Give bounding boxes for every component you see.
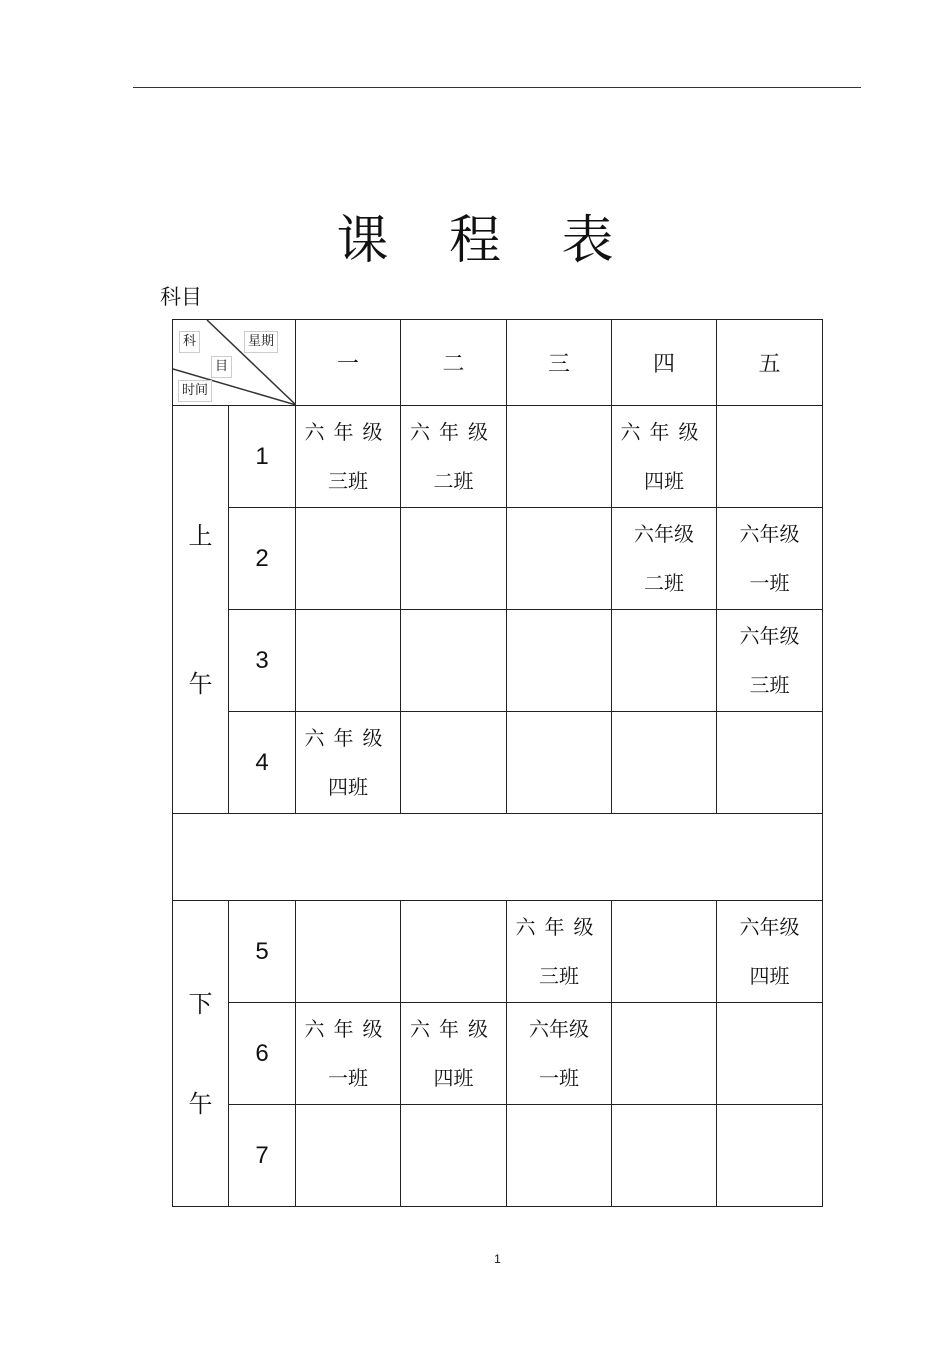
table-row (173, 1105, 823, 1207)
day-header-2: 二 (401, 320, 507, 406)
day-header-4: 四 (612, 320, 717, 406)
session-morning (173, 406, 229, 814)
class-cell (507, 406, 612, 508)
period-label: 6 (229, 1003, 296, 1105)
class-cell: 六年级 三班 (717, 610, 823, 712)
corner-subject-mid: 目 (211, 356, 232, 378)
corner-cell (173, 320, 296, 406)
class-cell (717, 712, 823, 814)
corner-week: 星期 (244, 331, 278, 353)
period-label: 3 (229, 610, 296, 712)
class-cell: 六年级 三班 (507, 901, 612, 1003)
schedule-table (172, 319, 823, 1207)
class-cell (717, 1105, 823, 1207)
class-cell (296, 508, 401, 610)
class-cell (401, 508, 507, 610)
class-cell (401, 901, 507, 1003)
class-cell (507, 508, 612, 610)
class-cell (717, 1003, 823, 1105)
class-cell: 六年级 一班 (717, 508, 823, 610)
class-cell: 六年级 一班 (507, 1003, 612, 1105)
class-cell (401, 1105, 507, 1207)
header-row (173, 320, 823, 406)
session-afternoon-label: 下 午 (188, 989, 213, 1118)
class-cell (401, 712, 507, 814)
class-cell (612, 610, 717, 712)
table-row (173, 712, 823, 814)
class-cell (612, 1105, 717, 1207)
class-cell (612, 901, 717, 1003)
page-title: 课 程 表 (336, 211, 636, 271)
class-cell (296, 610, 401, 712)
class-cell (612, 712, 717, 814)
class-cell: 六年级 一班 (296, 1003, 401, 1105)
table-row (173, 508, 823, 610)
noon-break-cell (173, 814, 823, 901)
session-afternoon (173, 901, 229, 1207)
day-header-5: 五 (717, 320, 823, 406)
day-header-1: 一 (296, 320, 401, 406)
noon-break-row (173, 814, 823, 901)
period-label: 1 (229, 406, 296, 508)
period-label: 4 (229, 712, 296, 814)
session-morning-label: 上 午 (188, 521, 213, 698)
class-cell (507, 712, 612, 814)
period-label: 2 (229, 508, 296, 610)
class-cell: 六年级 四班 (401, 1003, 507, 1105)
subject-label: 科目 (160, 285, 202, 309)
corner-time: 时间 (178, 380, 212, 402)
class-cell: 六年级 三班 (296, 406, 401, 508)
class-cell (507, 610, 612, 712)
class-cell: 六年级 二班 (612, 508, 717, 610)
corner-subject-top: 科 (179, 331, 200, 353)
table-row (173, 610, 823, 712)
table-row (173, 901, 823, 1003)
page-number: 1 (494, 1252, 501, 1266)
period-label: 7 (229, 1105, 296, 1207)
class-cell: 六年级 四班 (612, 406, 717, 508)
period-label: 5 (229, 901, 296, 1003)
class-cell: 六年级 二班 (401, 406, 507, 508)
class-cell: 六年级 四班 (717, 901, 823, 1003)
day-header-3: 三 (507, 320, 612, 406)
class-cell: 六年级 四班 (296, 712, 401, 814)
table-row (173, 1003, 823, 1105)
class-cell (717, 406, 823, 508)
class-cell (507, 1105, 612, 1207)
class-cell (296, 1105, 401, 1207)
class-cell (296, 901, 401, 1003)
table-row (173, 406, 823, 508)
class-cell (401, 610, 507, 712)
header-rule (133, 87, 861, 88)
class-cell (612, 1003, 717, 1105)
